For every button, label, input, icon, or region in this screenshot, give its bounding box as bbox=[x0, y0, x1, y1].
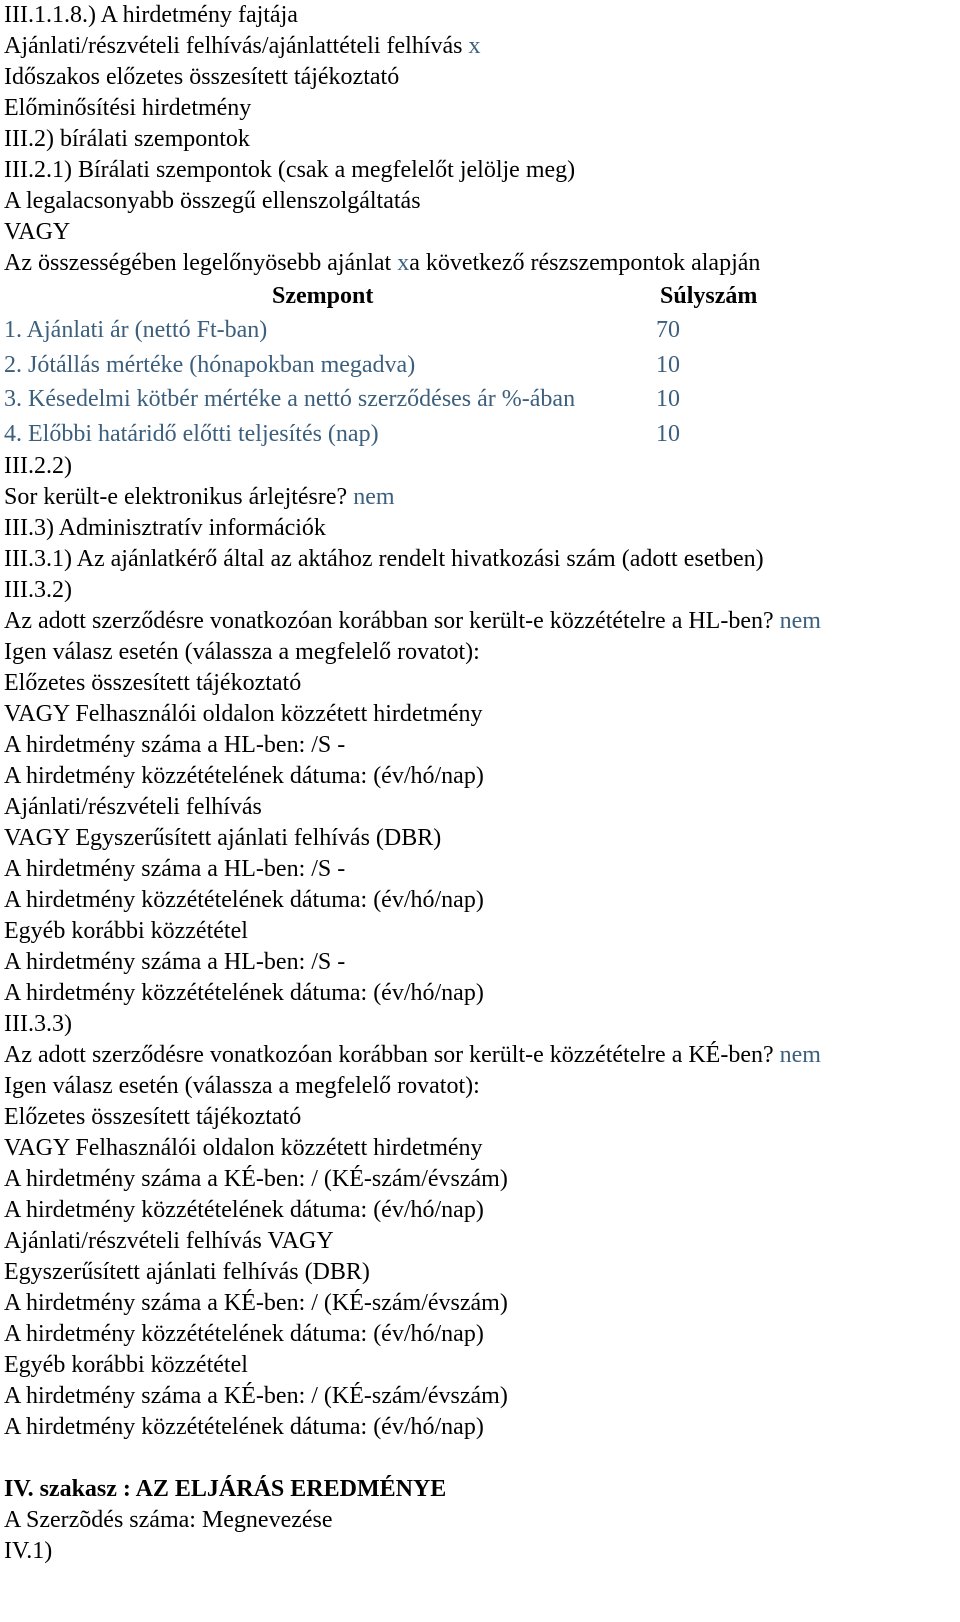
text-line bbox=[4, 699, 954, 730]
criteria-row bbox=[4, 382, 954, 417]
best-offer-line bbox=[4, 248, 954, 279]
text-line bbox=[4, 93, 954, 124]
best-offer-mark: x bbox=[397, 250, 410, 276]
line-text: III.3.2) bbox=[4, 577, 72, 603]
line-text: III.3.1) Az ajánlatkérő által az aktához rendelt hivatkozási szám (adott esetben) bbox=[4, 546, 764, 572]
text-line bbox=[4, 217, 954, 248]
line-text: III.1.1.8.) A hirdetmény fajtája bbox=[4, 2, 298, 28]
text-line bbox=[4, 916, 954, 947]
text-line bbox=[4, 823, 954, 854]
text-line bbox=[4, 451, 954, 482]
line-text: Ajánlati/részvételi felhívás/ajánlattételi felhívás bbox=[4, 33, 469, 59]
criteria-weight: 10 bbox=[656, 386, 680, 412]
line-text: VAGY Felhasználói oldalon közzétett hirdetmény bbox=[4, 701, 483, 727]
line-text: Ajánlati/részvételi felhívás bbox=[4, 794, 262, 820]
best-offer-text: Az összességében legelőnyösebb ajánlat bbox=[4, 250, 398, 276]
criteria-name: 1. Ajánlati ár (nettó Ft-ban) bbox=[4, 317, 268, 343]
line-text: Egyszerűsített ajánlati felhívás (DBR) bbox=[4, 1259, 370, 1285]
text-line bbox=[4, 885, 954, 916]
line-text: III.3) Adminisztratív információk bbox=[4, 515, 326, 541]
section-iv-title: IV. szakasz : AZ ELJÁRÁS EREDMÉNYE bbox=[4, 1476, 447, 1502]
line-text: A hirdetmény száma a KÉ-ben: / (KÉ-szám/évszám) bbox=[4, 1166, 508, 1192]
text-line bbox=[4, 1412, 954, 1443]
text-line bbox=[4, 1040, 954, 1071]
line-text: A hirdetmény közzétételének dátuma: (év/hó/nap) bbox=[4, 887, 484, 913]
bottom-lines bbox=[4, 451, 954, 1443]
line-text: III.2) bírálati szempontok bbox=[4, 126, 250, 152]
text-line bbox=[4, 31, 954, 62]
criteria-header-criterion: Szempont bbox=[272, 283, 374, 309]
text-line bbox=[4, 1226, 954, 1257]
section-iv-sub: IV.1) bbox=[4, 1538, 53, 1564]
line-text: Ajánlati/részvételi felhívás VAGY bbox=[4, 1228, 334, 1254]
text-line bbox=[4, 62, 954, 93]
text-line bbox=[4, 1009, 954, 1040]
text-line bbox=[4, 1133, 954, 1164]
line-text: A hirdetmény közzétételének dátuma: (év/hó/nap) bbox=[4, 1321, 484, 1347]
text-line bbox=[4, 637, 954, 668]
text-line bbox=[4, 1195, 954, 1226]
line-value: nem bbox=[353, 484, 395, 510]
text-line bbox=[4, 1288, 954, 1319]
line-value: nem bbox=[779, 608, 821, 634]
line-text: Előminősítési hirdetmény bbox=[4, 95, 252, 121]
line-text: Igen válasz esetén (válassza a megfelelő rovatot): bbox=[4, 1073, 480, 1099]
text-line bbox=[4, 1102, 954, 1133]
line-text: A legalacsonyabb összegű ellenszolgáltatás bbox=[4, 188, 421, 214]
text-line bbox=[4, 854, 954, 885]
line-text: Időszakos előzetes összesített tájékoztató bbox=[4, 64, 400, 90]
text-line bbox=[4, 1071, 954, 1102]
text-line bbox=[4, 792, 954, 823]
text-line bbox=[4, 947, 954, 978]
line-text: A hirdetmény közzétételének dátuma: (év/hó/nap) bbox=[4, 1197, 484, 1223]
line-text: A hirdetmény száma a HL-ben: /S - bbox=[4, 949, 346, 975]
line-text: III.3.3) bbox=[4, 1011, 72, 1037]
line-text: Egyéb korábbi közzététel bbox=[4, 918, 248, 944]
line-text: VAGY Egyszerűsített ajánlati felhívás (DBR) bbox=[4, 825, 442, 851]
document bbox=[4, 0, 954, 1567]
text-line bbox=[4, 482, 954, 513]
best-offer-tail: a következő részszempontok alapján bbox=[409, 250, 761, 276]
text-line bbox=[4, 1257, 954, 1288]
text-line bbox=[4, 761, 954, 792]
text-line bbox=[4, 1350, 954, 1381]
criteria-table bbox=[4, 313, 954, 451]
line-text: A hirdetmény közzétételének dátuma: (év/hó/nap) bbox=[4, 1414, 484, 1440]
line-text: Igen válasz esetén (válassza a megfelelő rovatot): bbox=[4, 639, 480, 665]
line-text: A hirdetmény száma a KÉ-ben: / (KÉ-szám/évszám) bbox=[4, 1290, 508, 1316]
line-text: III.2.2) bbox=[4, 453, 72, 479]
line-value: nem bbox=[779, 1042, 821, 1068]
text-line bbox=[4, 513, 954, 544]
line-text: Az adott szerződésre vonatkozóan korábban sor került-e közzétételre a HL-ben? bbox=[4, 608, 780, 634]
criteria-weight: 10 bbox=[656, 420, 680, 447]
line-text: Sor került-e elektronikus árlejtésre? bbox=[4, 484, 354, 510]
text-line bbox=[4, 1381, 954, 1412]
line-text: A hirdetmény száma a KÉ-ben: / (KÉ-szám/évszám) bbox=[4, 1383, 508, 1409]
criteria-name: 2. Jótállás mértéke (hónapokban megadva) bbox=[4, 351, 416, 378]
text-line bbox=[4, 730, 954, 761]
text-line bbox=[4, 186, 954, 217]
criteria-row bbox=[4, 417, 954, 452]
line-text: A hirdetmény közzétételének dátuma: (év/hó/nap) bbox=[4, 980, 484, 1006]
text-line bbox=[4, 1164, 954, 1195]
criteria-name: 4. Előbbi határidő előtti teljesítés (nap) bbox=[4, 420, 379, 447]
line-text: A hirdetmény közzétételének dátuma: (év/hó/nap) bbox=[4, 763, 484, 789]
criteria-row bbox=[4, 313, 954, 348]
text-line bbox=[4, 575, 954, 606]
criteria-name: 3. Késedelmi kötbér mértéke a nettó szerződéses ár %-ában bbox=[4, 386, 576, 412]
criteria-weight: 10 bbox=[656, 351, 680, 378]
text-line bbox=[4, 544, 954, 575]
line-text: Előzetes összesített tájékoztató bbox=[4, 670, 302, 696]
line-text: Egyéb korábbi közzététel bbox=[4, 1352, 248, 1378]
text-line bbox=[4, 978, 954, 1009]
line-text: Előzetes összesített tájékoztató bbox=[4, 1104, 302, 1130]
criteria-row bbox=[4, 348, 954, 383]
text-line bbox=[4, 155, 954, 186]
text-line bbox=[4, 606, 954, 637]
line-text: A hirdetmény száma a HL-ben: /S - bbox=[4, 732, 346, 758]
line-text: Az adott szerződésre vonatkozóan korábban sor került-e közzétételre a KÉ-ben? bbox=[4, 1042, 780, 1068]
text-line bbox=[4, 1319, 954, 1350]
line-text: VAGY Felhasználói oldalon közzétett hirdetmény bbox=[4, 1135, 483, 1161]
line-text: III.2.1) Bírálati szempontok (csak a megfelelőt jelölje meg) bbox=[4, 157, 576, 183]
criteria-header-weight: Súlyszám bbox=[660, 283, 758, 309]
line-value: x bbox=[468, 33, 481, 59]
top-lines bbox=[4, 0, 954, 248]
line-text: VAGY bbox=[4, 219, 71, 245]
text-line bbox=[4, 668, 954, 699]
text-line bbox=[4, 0, 954, 31]
criteria-header bbox=[4, 279, 954, 313]
section-iv-contract-line: A Szerzõdés száma: Megnevezése bbox=[4, 1507, 333, 1533]
criteria-weight: 70 bbox=[656, 317, 680, 343]
spacer bbox=[4, 1443, 954, 1474]
line-text: A hirdetmény száma a HL-ben: /S - bbox=[4, 856, 346, 882]
text-line bbox=[4, 124, 954, 155]
